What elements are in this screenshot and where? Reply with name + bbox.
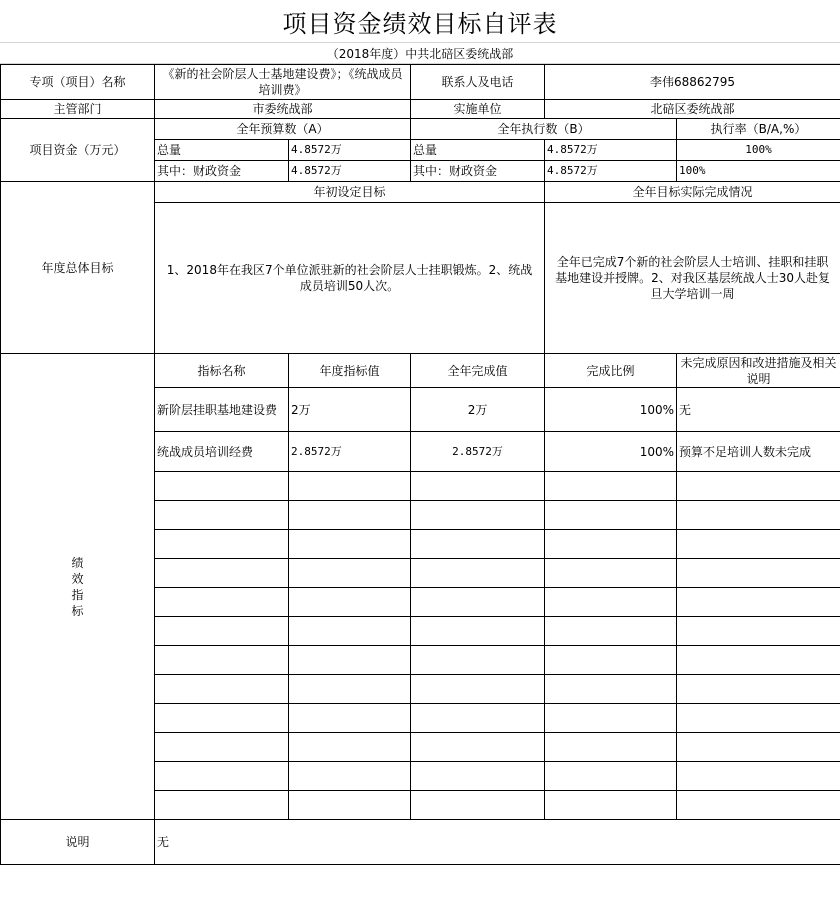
fiscal-exec-label: 其中：财政资金 bbox=[411, 161, 545, 182]
empty-cell[interactable] bbox=[155, 588, 289, 617]
empty-cell[interactable] bbox=[545, 791, 677, 820]
indicator-label-char: 标 bbox=[71, 603, 84, 618]
set-goal-header: 年初设定目标 bbox=[155, 182, 545, 203]
department-row bbox=[1, 100, 840, 119]
empty-cell[interactable] bbox=[677, 675, 840, 704]
total-label: 总量 bbox=[155, 140, 289, 161]
empty-cell[interactable] bbox=[411, 704, 545, 733]
empty-cell[interactable] bbox=[545, 733, 677, 762]
indicator-ratio[interactable]: 100% bbox=[545, 432, 677, 472]
empty-cell[interactable] bbox=[545, 675, 677, 704]
empty-cell[interactable] bbox=[545, 472, 677, 501]
empty-cell[interactable] bbox=[289, 530, 411, 559]
empty-cell[interactable] bbox=[155, 472, 289, 501]
indicator-target[interactable]: 2.8572万 bbox=[289, 432, 411, 472]
empty-cell[interactable] bbox=[289, 733, 411, 762]
empty-cell[interactable] bbox=[289, 646, 411, 675]
indicator-ratio[interactable]: 100% bbox=[545, 388, 677, 432]
indicator-actual-header: 全年完成值 bbox=[411, 354, 545, 388]
indicator-note-header: 未完成原因和改进措施及相关说明 bbox=[677, 354, 840, 388]
budget-header: 全年预算数（A） bbox=[155, 119, 411, 140]
fiscal-exec-value[interactable]: 4.8572万 bbox=[545, 161, 677, 182]
rate-header: 执行率（B/A,%） bbox=[677, 119, 840, 140]
empty-cell[interactable] bbox=[545, 530, 677, 559]
impl-unit-value[interactable]: 北碚区委统战部 bbox=[545, 100, 840, 119]
total-exec-label: 总量 bbox=[411, 140, 545, 161]
empty-cell[interactable] bbox=[677, 530, 840, 559]
empty-cell[interactable] bbox=[289, 704, 411, 733]
empty-cell[interactable] bbox=[411, 675, 545, 704]
annual-goal-label: 年度总体目标 bbox=[1, 182, 155, 354]
empty-cell[interactable] bbox=[289, 617, 411, 646]
indicator-ratio-header: 完成比例 bbox=[545, 354, 677, 388]
empty-cell[interactable] bbox=[677, 762, 840, 791]
empty-cell[interactable] bbox=[411, 617, 545, 646]
indicator-actual[interactable]: 2万 bbox=[411, 388, 545, 432]
indicator-header-row bbox=[1, 354, 840, 388]
empty-cell[interactable] bbox=[677, 646, 840, 675]
empty-cell[interactable] bbox=[677, 733, 840, 762]
indicator-label-char: 绩 bbox=[71, 555, 84, 570]
indicator-label-char: 指 bbox=[71, 587, 84, 602]
indicator-name-header: 指标名称 bbox=[155, 354, 289, 388]
empty-cell[interactable] bbox=[289, 588, 411, 617]
empty-cell[interactable] bbox=[411, 791, 545, 820]
funds-header-row bbox=[1, 119, 840, 140]
contact-label: 联系人及电话 bbox=[411, 65, 545, 100]
indicator-name[interactable]: 新阶层挂职基地建设费 bbox=[155, 388, 289, 432]
empty-cell[interactable] bbox=[677, 704, 840, 733]
project-name-label: 专项（项目）名称 bbox=[1, 65, 155, 100]
empty-cell[interactable] bbox=[545, 646, 677, 675]
empty-cell[interactable] bbox=[411, 501, 545, 530]
project-name-value[interactable]: 《新的社会阶层人士基地建设费》；《统战成员培训费》 bbox=[155, 65, 411, 100]
empty-cell[interactable] bbox=[677, 501, 840, 530]
impl-unit-label: 实施单位 bbox=[411, 100, 545, 119]
fiscal-rate-value[interactable]: 100% bbox=[677, 161, 840, 182]
empty-cell[interactable] bbox=[677, 559, 840, 588]
empty-cell[interactable] bbox=[411, 588, 545, 617]
actual-goal-header: 全年目标实际完成情况 bbox=[545, 182, 840, 203]
project-row bbox=[1, 65, 840, 100]
empty-cell[interactable] bbox=[677, 588, 840, 617]
indicator-note[interactable]: 预算不足培训人数未完成 bbox=[677, 432, 840, 472]
empty-cell[interactable] bbox=[289, 472, 411, 501]
indicator-actual[interactable]: 2.8572万 bbox=[411, 432, 545, 472]
empty-cell[interactable] bbox=[677, 791, 840, 820]
remark-row bbox=[1, 820, 840, 865]
total-budget-value[interactable]: 4.8572万 bbox=[289, 140, 411, 161]
empty-cell[interactable] bbox=[155, 675, 289, 704]
empty-cell[interactable] bbox=[545, 617, 677, 646]
set-goal-text[interactable]: 1、2018年在我区7个单位派驻新的社会阶层人士挂职锻炼。2、统战成员培训50人次。 bbox=[155, 203, 545, 354]
funds-label: 项目资金（万元） bbox=[1, 119, 155, 182]
performance-indicator-label bbox=[1, 354, 155, 820]
empty-cell[interactable] bbox=[545, 588, 677, 617]
empty-cell[interactable] bbox=[677, 472, 840, 501]
empty-cell[interactable] bbox=[155, 530, 289, 559]
indicator-label-char: 效 bbox=[71, 571, 84, 586]
self-evaluation-table bbox=[0, 64, 840, 865]
empty-cell[interactable] bbox=[545, 559, 677, 588]
actual-goal-text[interactable]: 全年已完成7个新的社会阶层人士培训、挂职和挂职基地建设并授牌。2、对我区基层统战人士30人赴复旦大学培训一周 bbox=[545, 203, 840, 354]
indicator-name[interactable]: 统战成员培训经费 bbox=[155, 432, 289, 472]
indicator-target-header: 年度指标值 bbox=[289, 354, 411, 388]
page-title: 项目资金绩效目标自评表 bbox=[282, 9, 558, 38]
empty-cell[interactable] bbox=[677, 617, 840, 646]
empty-cell[interactable] bbox=[155, 762, 289, 791]
empty-cell[interactable] bbox=[155, 646, 289, 675]
empty-cell[interactable] bbox=[155, 704, 289, 733]
contact-value[interactable]: 李伟68862795 bbox=[545, 65, 840, 100]
empty-cell[interactable] bbox=[411, 646, 545, 675]
remark-value[interactable]: 无 bbox=[155, 820, 840, 865]
empty-cell[interactable] bbox=[155, 559, 289, 588]
empty-cell[interactable] bbox=[289, 559, 411, 588]
empty-cell[interactable] bbox=[289, 791, 411, 820]
indicator-target[interactable]: 2万 bbox=[289, 388, 411, 432]
empty-cell[interactable] bbox=[289, 675, 411, 704]
empty-cell[interactable] bbox=[155, 733, 289, 762]
remark-label: 说明 bbox=[1, 820, 155, 865]
empty-cell[interactable] bbox=[411, 530, 545, 559]
total-rate-value[interactable]: 100% bbox=[677, 140, 840, 161]
indicator-note[interactable]: 无 bbox=[677, 388, 840, 432]
fiscal-budget-value[interactable]: 4.8572万 bbox=[289, 161, 411, 182]
empty-cell[interactable] bbox=[155, 501, 289, 530]
empty-cell[interactable] bbox=[411, 472, 545, 501]
empty-cell[interactable] bbox=[545, 501, 677, 530]
empty-cell[interactable] bbox=[155, 617, 289, 646]
empty-cell[interactable] bbox=[289, 501, 411, 530]
exec-header: 全年执行数（B） bbox=[411, 119, 677, 140]
empty-cell[interactable] bbox=[411, 559, 545, 588]
dept-label: 主管部门 bbox=[1, 100, 155, 119]
empty-cell[interactable] bbox=[411, 762, 545, 791]
dept-value[interactable]: 市委统战部 bbox=[155, 100, 411, 119]
report-subtitle: （2018年度）中共北碚区委统战部 bbox=[326, 46, 514, 61]
empty-cell[interactable] bbox=[155, 791, 289, 820]
empty-cell[interactable] bbox=[545, 704, 677, 733]
fiscal-label: 其中：财政资金 bbox=[155, 161, 289, 182]
total-exec-value[interactable]: 4.8572万 bbox=[545, 140, 677, 161]
empty-cell[interactable] bbox=[411, 733, 545, 762]
goals-header-row bbox=[1, 182, 840, 203]
empty-cell[interactable] bbox=[289, 762, 411, 791]
empty-cell[interactable] bbox=[545, 762, 677, 791]
